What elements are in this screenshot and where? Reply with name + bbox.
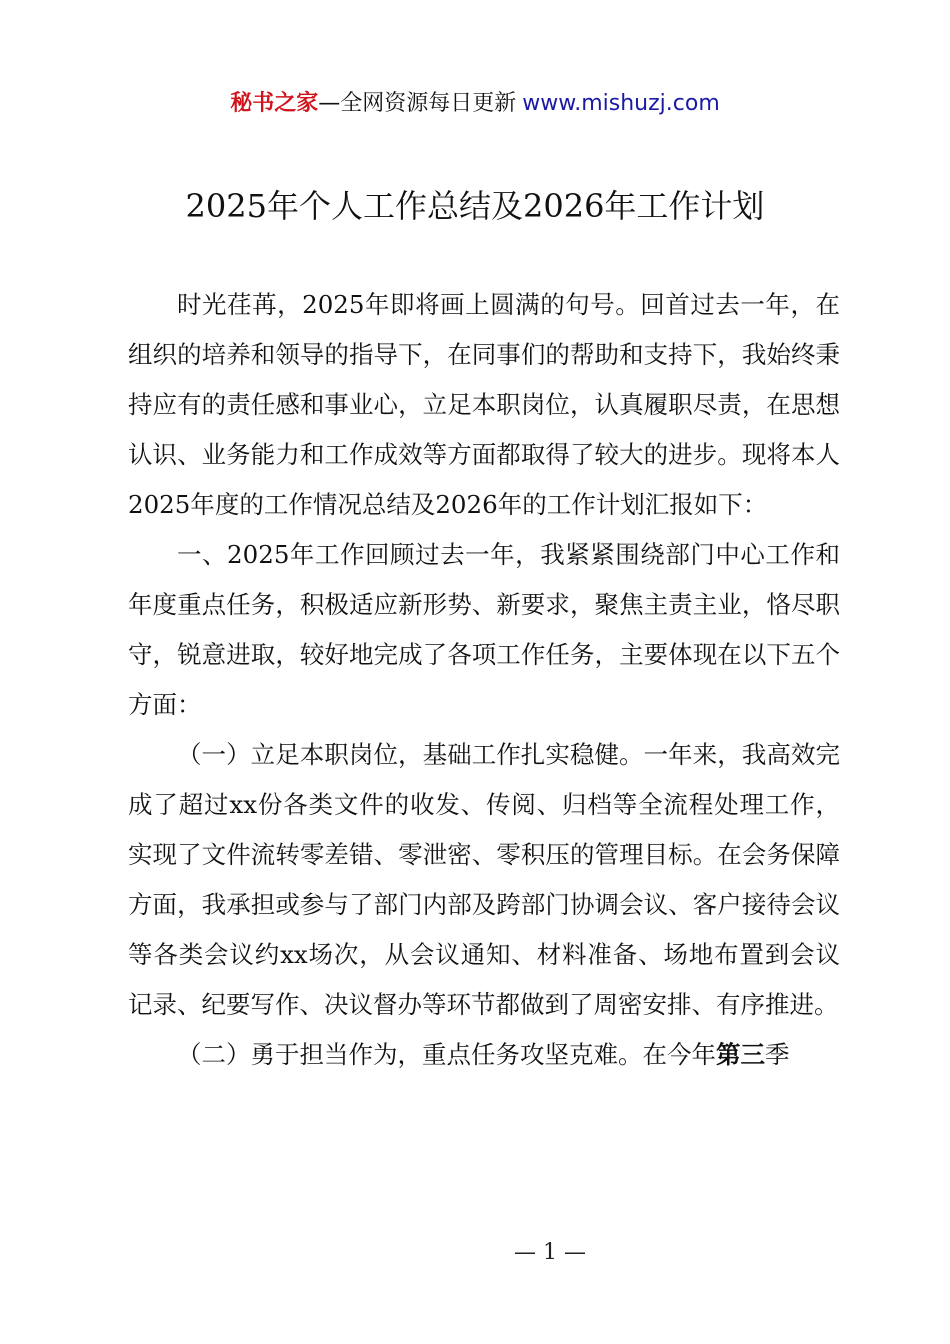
page-number: — 1 —: [514, 1240, 586, 1265]
paragraph-subsection-two-text: （二）勇于担当作为，重点任务攻坚克难。在今年: [177, 1040, 716, 1069]
paragraph-intro: 时光荏苒，2025年即将画上圆满的句号。回首过去一年，在组织的培养和领导的指导下，在同事们的帮助和支持下，我始终秉持应有的责任感和事业心，立足本职岗位，认真履职尽责，在思想认识、业务能力和工作成效等方面都取得了较大的进步。现将本人2025年度的工作情况总结及2026年的工作计划汇报如下：: [128, 290, 840, 519]
site-header: [0, 86, 950, 122]
header-tagline: —全网资源每日更新: [318, 91, 517, 116]
site-url-link[interactable]: www.mishuzj.com: [522, 91, 720, 116]
paragraph-subsection-one: （一）立足本职岗位，基础工作扎实稳健。一年来，我高效完成了超过xx份各类文件的收发、传阅、归档等全流程处理工作，实现了文件流转零差错、零泄密、零积压的管理目标。在会务保障方面，我承担或参与了部门内部及跨部门协调会议、客户接待会议等各类会议约xx场次，从会议通知、材料准备、场地布置到会议记录、纪要写作、决议督办等环节都做到了周密安排、有序推进。: [128, 740, 840, 1019]
document-body: [128, 280, 840, 1080]
paragraph-subsection-two: [128, 1030, 840, 1080]
document-title: 2025年个人工作总结及2026年工作计划: [185, 187, 765, 225]
paragraph-section-one: 一、2025年工作回顾过去一年，我紧紧围绕部门中心工作和年度重点任务，积极适应新形势、新要求，聚焦主责主业，恪尽职守，锐意进取，较好地完成了各项工作任务，主要体现在以下五个方面：: [128, 540, 840, 719]
brand-name: 秘书之家: [230, 91, 319, 116]
bold-text: 第三: [716, 1040, 765, 1069]
paragraph-tail: 季: [765, 1040, 790, 1069]
